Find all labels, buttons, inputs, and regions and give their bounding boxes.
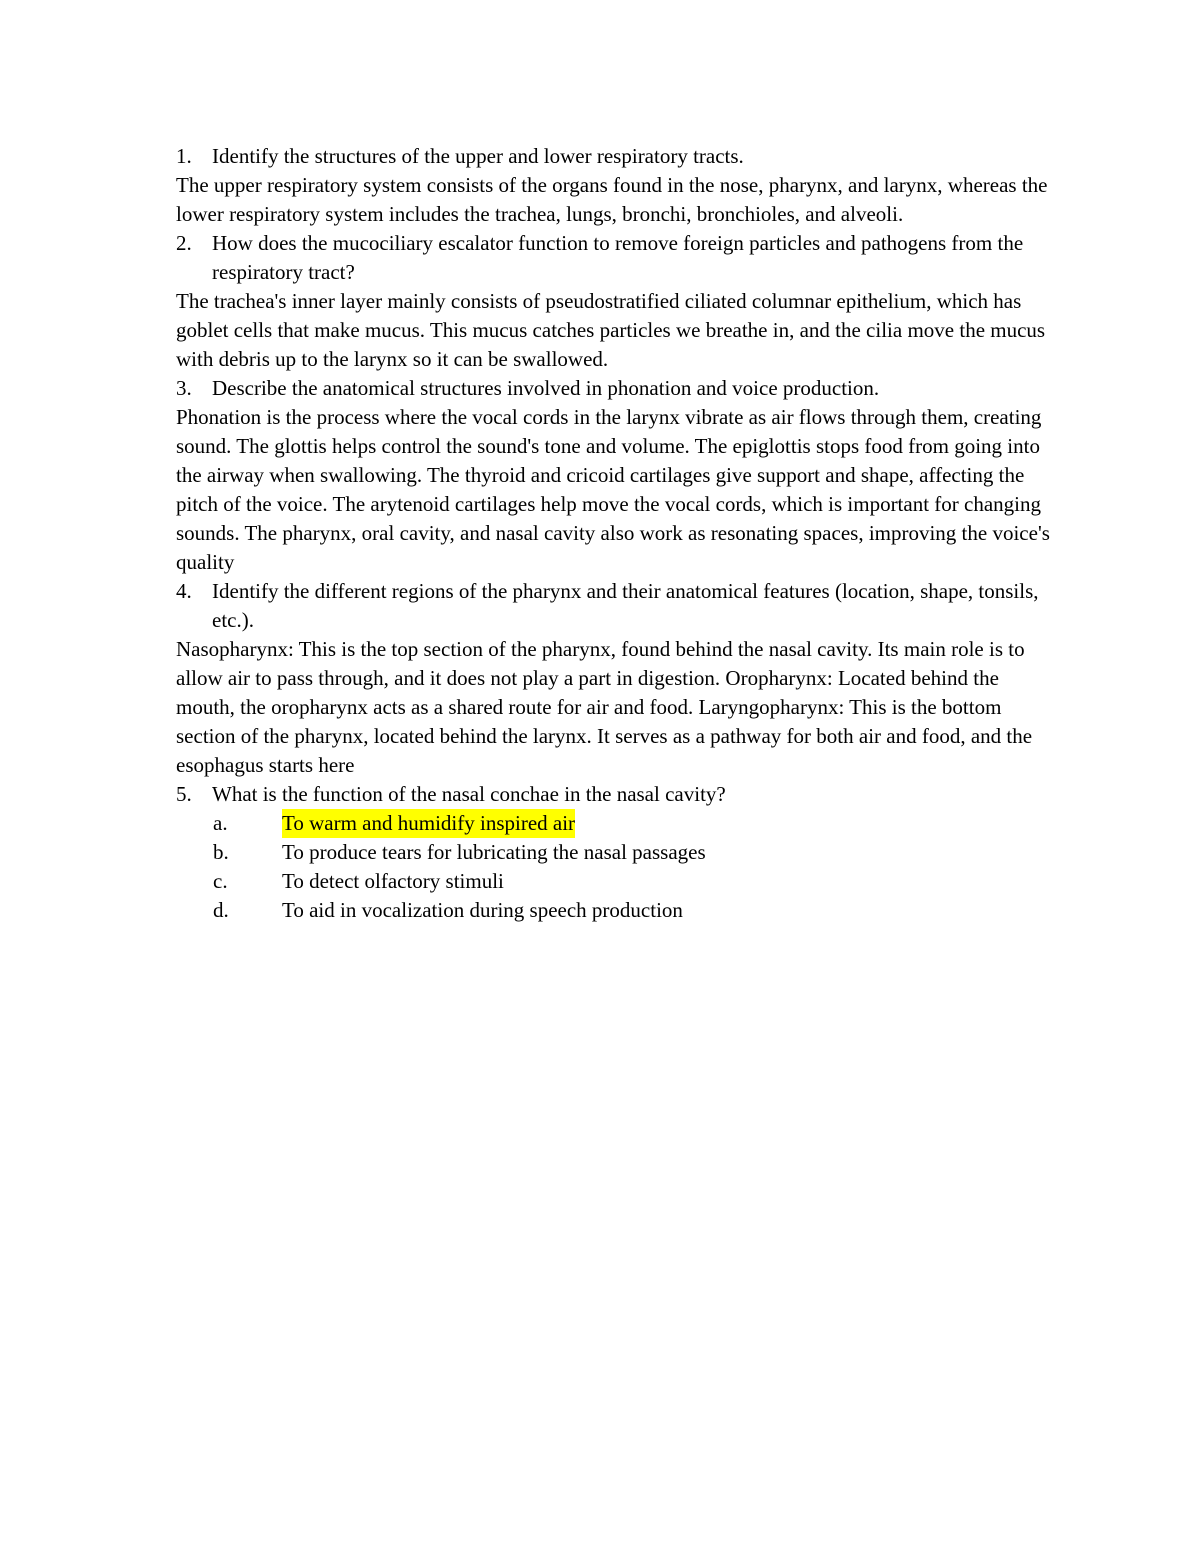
answer-options xyxy=(176,809,1056,925)
question-number: 5. xyxy=(176,782,192,806)
option-text: To detect olfactory stimuli xyxy=(282,869,504,893)
option-a xyxy=(176,809,1056,838)
question-2 xyxy=(176,229,1056,287)
document-page xyxy=(176,142,1056,925)
option-letter: b. xyxy=(213,840,229,864)
question-4 xyxy=(176,577,1056,635)
answer-1: The upper respiratory system consists of the organs found in the nose, pharynx, and larynx, whereas the lower respiratory system includes the trachea, lungs, bronchi, bronchioles, and alveoli. xyxy=(176,173,1048,226)
question-number: 2. xyxy=(176,231,192,255)
question-text: Identify the structures of the upper and lower respiratory tracts. xyxy=(212,144,744,168)
question-text: What is the function of the nasal conchae in the nasal cavity? xyxy=(212,782,726,806)
answer-3: Phonation is the process where the vocal cords in the larynx vibrate as air flows through them, creating sound. The glottis helps control the sound's tone and volume. The epiglottis stops food from going into the airway when swallowing. The thyroid and cricoid cartilages give support and shape, affecting the pitch of the voice. The arytenoid cartilages help move the vocal cords, which is important for changing sounds. The pharynx, oral cavity, and nasal cavity also work as resonating spaces, improving the voice's quality xyxy=(176,405,1050,574)
option-text: To produce tears for lubricating the nasal passages xyxy=(282,840,706,864)
answer-2: The trachea's inner layer mainly consists of pseudostratified ciliated columnar epithelium, which has goblet cells that make mucus. This mucus catches particles we breathe in, and the cilia move the mucus with debris up to the larynx so it can be swallowed. xyxy=(176,289,1046,371)
question-text: How does the mucociliary escalator function to remove foreign particles and pathogens from the respiratory tract? xyxy=(212,231,1024,284)
question-text: Describe the anatomical structures involved in phonation and voice production. xyxy=(212,376,880,400)
answer-4: Nasopharynx: This is the top section of the pharynx, found behind the nasal cavity. Its main role is to allow air to pass through, and it does not play a part in digestion. Oropharynx: Located behind the mouth, the oropharynx acts as a shared route for air and food. Laryngopharynx: This is the bottom section of the pharynx, located behind the larynx. It serves as a pathway for both air and food, and the esophagus starts here xyxy=(176,637,1033,777)
question-3 xyxy=(176,374,1056,403)
question-number: 3. xyxy=(176,376,192,400)
option-letter: a. xyxy=(213,811,228,835)
question-5 xyxy=(176,780,1056,809)
option-letter: d. xyxy=(213,898,229,922)
question-1 xyxy=(176,142,1056,171)
option-letter: c. xyxy=(213,869,228,893)
option-d xyxy=(176,896,1056,925)
question-number: 1. xyxy=(176,144,192,168)
option-b xyxy=(176,838,1056,867)
option-c xyxy=(176,867,1056,896)
option-text-highlighted: To warm and humidify inspired air xyxy=(282,809,575,838)
option-text: To aid in vocalization during speech production xyxy=(282,898,683,922)
question-text: Identify the different regions of the pharynx and their anatomical features (location, shape, tonsils, etc.). xyxy=(212,579,1039,632)
question-number: 4. xyxy=(176,579,192,603)
